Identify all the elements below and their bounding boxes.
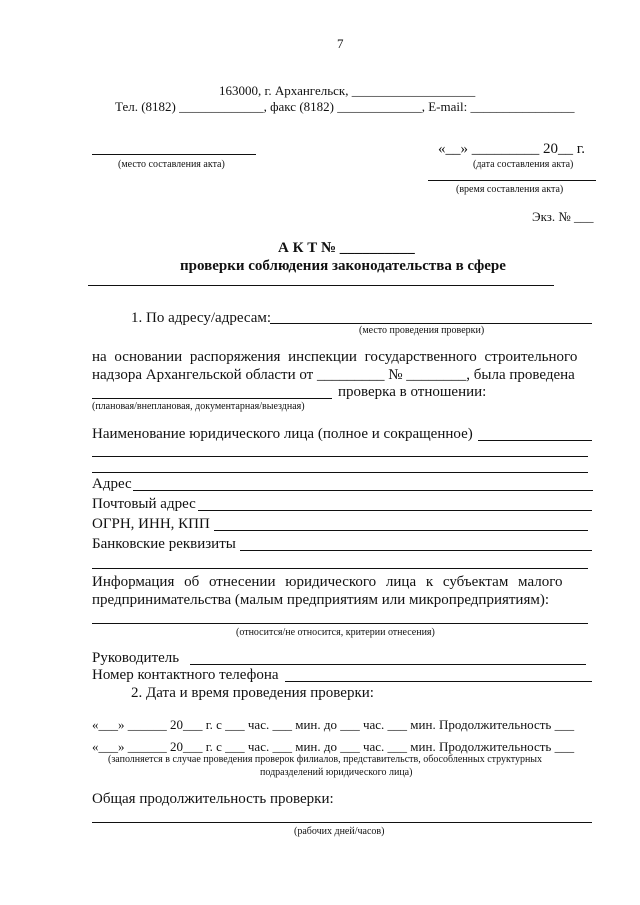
total-label: Общая продолжительность проверки: [92, 791, 334, 807]
entity-postal-label: Почтовый адрес [92, 496, 196, 512]
entity-bank-label: Банковские реквизиты [92, 536, 236, 552]
basis-type-line [92, 398, 332, 399]
smb-caption: (относится/не относится, критерии отнесения) [236, 627, 435, 638]
period-caption1: (заполняется в случае проведения проверок филиалов, представительств, обособленных структурных [108, 754, 543, 765]
section1-line [270, 323, 592, 324]
act-subtitle: проверки соблюдения законодательства в сфере [180, 258, 506, 274]
date-line: «__» _________ 20__ г. [438, 141, 585, 157]
section1-label: 1. По адресу/адресам: [131, 310, 272, 326]
section2-label: 2. Дата и время проведения проверки: [131, 685, 374, 701]
total-line [92, 822, 592, 823]
entity-bank-line2 [92, 568, 588, 569]
entity-name-line2 [92, 456, 588, 457]
date-caption: (дата составления акта) [473, 159, 574, 170]
basis-line2: надзора Архангельской области от _________ № ________, была проведена [92, 367, 575, 383]
entity-name-line3 [92, 472, 588, 473]
entity-postal-line [198, 510, 592, 511]
entity-name-label: Наименование юридического лица (полное и сокращенное) [92, 426, 473, 442]
entity-address-line [133, 490, 593, 491]
section1-caption: (место проведения проверки) [359, 325, 485, 336]
entity-ogrn-label: ОГРН, ИНН, КПП [92, 516, 210, 532]
smb-line1: Информация об отнесении юридического лица к субъектам малого [92, 574, 563, 590]
smb-line [92, 623, 588, 624]
period-caption2: подразделений юридического лица) [260, 767, 413, 778]
phone-label: Номер контактного телефона [92, 667, 279, 683]
period-row2: «___» ______ 20___ г. с ___ час. ___ мин. до ___ час. ___ мин. Продолжительность ___ [92, 739, 575, 754]
page-number: 7 [337, 36, 344, 51]
head-label: Руководитель [92, 650, 180, 666]
total-caption: (рабочих дней/часов) [294, 826, 385, 837]
header-contacts: Тел. (8182) _____________, факс (8182) _____________, E-mail: ________________ [115, 99, 575, 114]
entity-address-label: Адрес [92, 476, 132, 492]
time-caption: (время составления акта) [456, 184, 564, 195]
basis-line1: на основании распоряжения инспекции государственного строительного [92, 349, 578, 365]
entity-name-line [478, 440, 592, 441]
basis-line3: проверка в отношении: [338, 384, 487, 400]
header-address: 163000, г. Архангельск, ___________________ [219, 83, 476, 98]
place-line [92, 154, 256, 155]
copy-number: Экз. № ___ [532, 209, 594, 224]
period-row1: «___» ______ 20___ г. с ___ час. ___ мин. до ___ час. ___ мин. Продолжительность ___ [92, 717, 575, 732]
smb-line2: предпринимательства (малым предприятиям или микропредприятиям): [92, 592, 550, 608]
head-line [190, 664, 586, 665]
time-line [428, 180, 596, 181]
act-title: А К Т № __________ [278, 240, 415, 256]
entity-ogrn-line [214, 530, 588, 531]
entity-bank-line [240, 550, 592, 551]
place-caption: (место составления акта) [118, 159, 225, 170]
basis-caption: (плановая/внеплановая, документарная/выездная) [92, 401, 305, 412]
sphere-line [88, 285, 554, 286]
phone-line [285, 681, 592, 682]
